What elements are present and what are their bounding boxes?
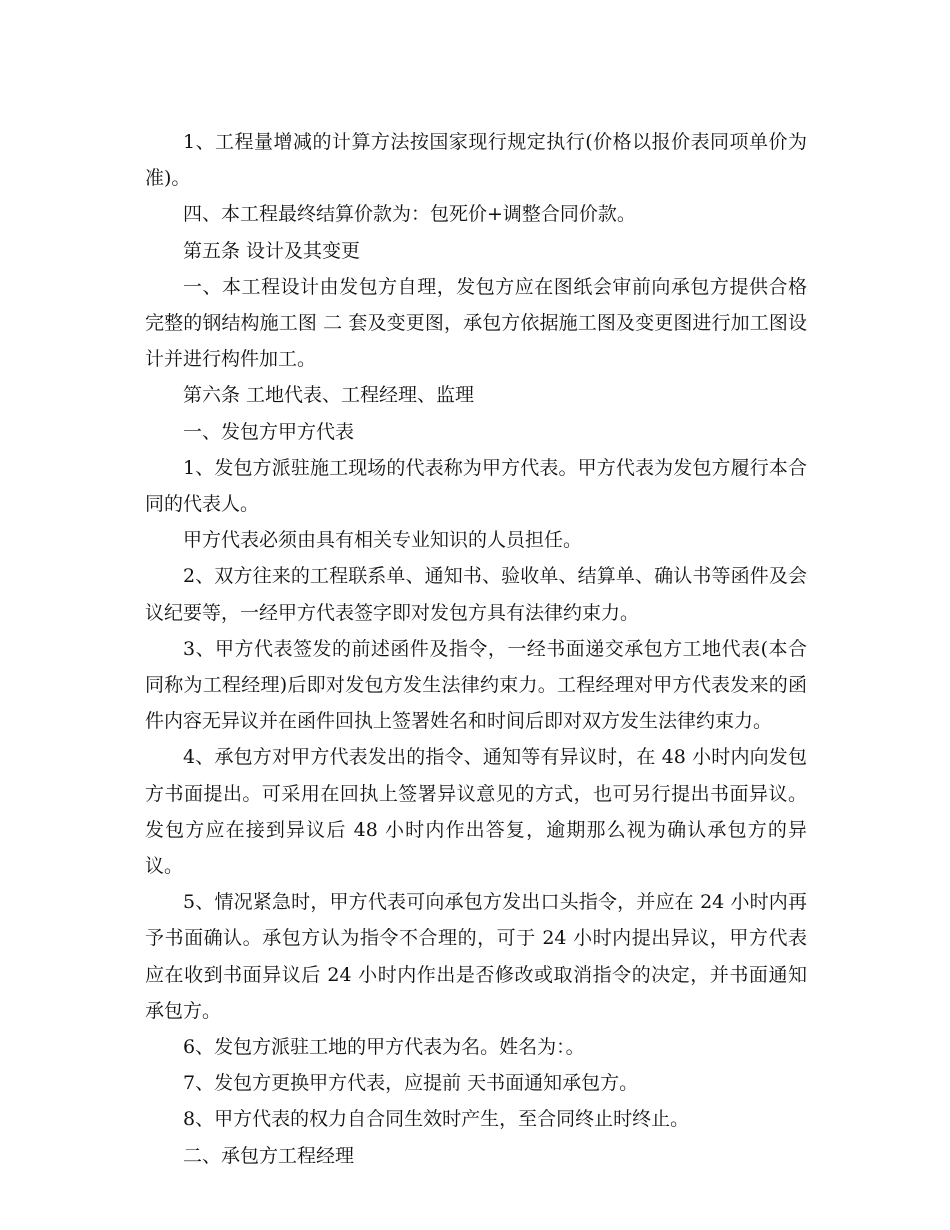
subheading-client-representative: 一、发包方甲方代表 xyxy=(183,420,355,443)
paragraph-4: 1、发包方派驻施工现场的代表称为甲方代表。甲方代表为发包方履行本合同的代表人。 xyxy=(145,456,807,516)
paragraph-5: 甲方代表必须由具有相关专业知识的人员担任。 xyxy=(183,529,583,552)
document-body xyxy=(145,124,807,1174)
section-heading-6: 第六条 工地代表、工程经理、监理 xyxy=(183,384,475,407)
subheading-contractor-manager: 二、承包方工程经理 xyxy=(183,1144,355,1167)
paragraph-10: 6、发包方派驻工地的甲方代表为名。姓名为：。 xyxy=(183,1036,585,1059)
paragraph-3: 一、本工程设计由发包方自理，发包方应在图纸会审前向承包方提供合格完整的钢结构施工图 二 套及变更图，承包方依据施工图及变更图进行加工图设计并进行构件加工。 xyxy=(145,275,807,371)
paragraph-11: 7、发包方更换甲方代表，应提前 天书面通知承包方。 xyxy=(183,1072,639,1095)
paragraph-7: 3、甲方代表签发的前述函件及指令，一经书面递交承包方工地代表(本合同称为工程经理)后即对发包方发生法律约束力。工程经理对甲方代表发来的函件内容无异议并在函件回执上签署姓名和时间后即对双方发生法律约束力。 xyxy=(145,637,807,733)
paragraph-6: 2、双方往来的工程联系单、通知书、验收单、结算单、确认书等函件及会议纪要等，一经甲方代表签字即对发包方具有法律约束力。 xyxy=(145,565,807,624)
paragraph-12: 8、甲方代表的权力自合同生效时产生，至合同终止时终止。 xyxy=(183,1108,690,1131)
paragraph-2: 四、本工程最终结算价款为：包死价+调整合同价款。 xyxy=(183,203,636,226)
paragraph-1: 1、工程量增减的计算方法按国家现行规定执行(价格以报价表同项单价为准)。 xyxy=(145,131,807,190)
paragraph-8: 4、承包方对甲方代表发出的指令、通知等有异议时，在 48 小时内向发包方书面提出。可采用在回执上签署异议意见的方式，也可另行提出书面异议。发包方应在接到异议后 48 小时内作出答复，逾期那么视为确认承包方的异议。 xyxy=(145,746,807,878)
section-heading-5: 第五条 设计及其变更 xyxy=(183,239,361,262)
paragraph-9: 5、情况紧急时，甲方代表可向承包方发出口头指令，并应在 24 小时内再予书面确认。承包方认为指令不合理的，可于 24 小时内提出异议，甲方代表应在收到书面异议后 24 小时内作出是否修改或取消指令的决定，并书面通知承包方。 xyxy=(145,891,807,1022)
